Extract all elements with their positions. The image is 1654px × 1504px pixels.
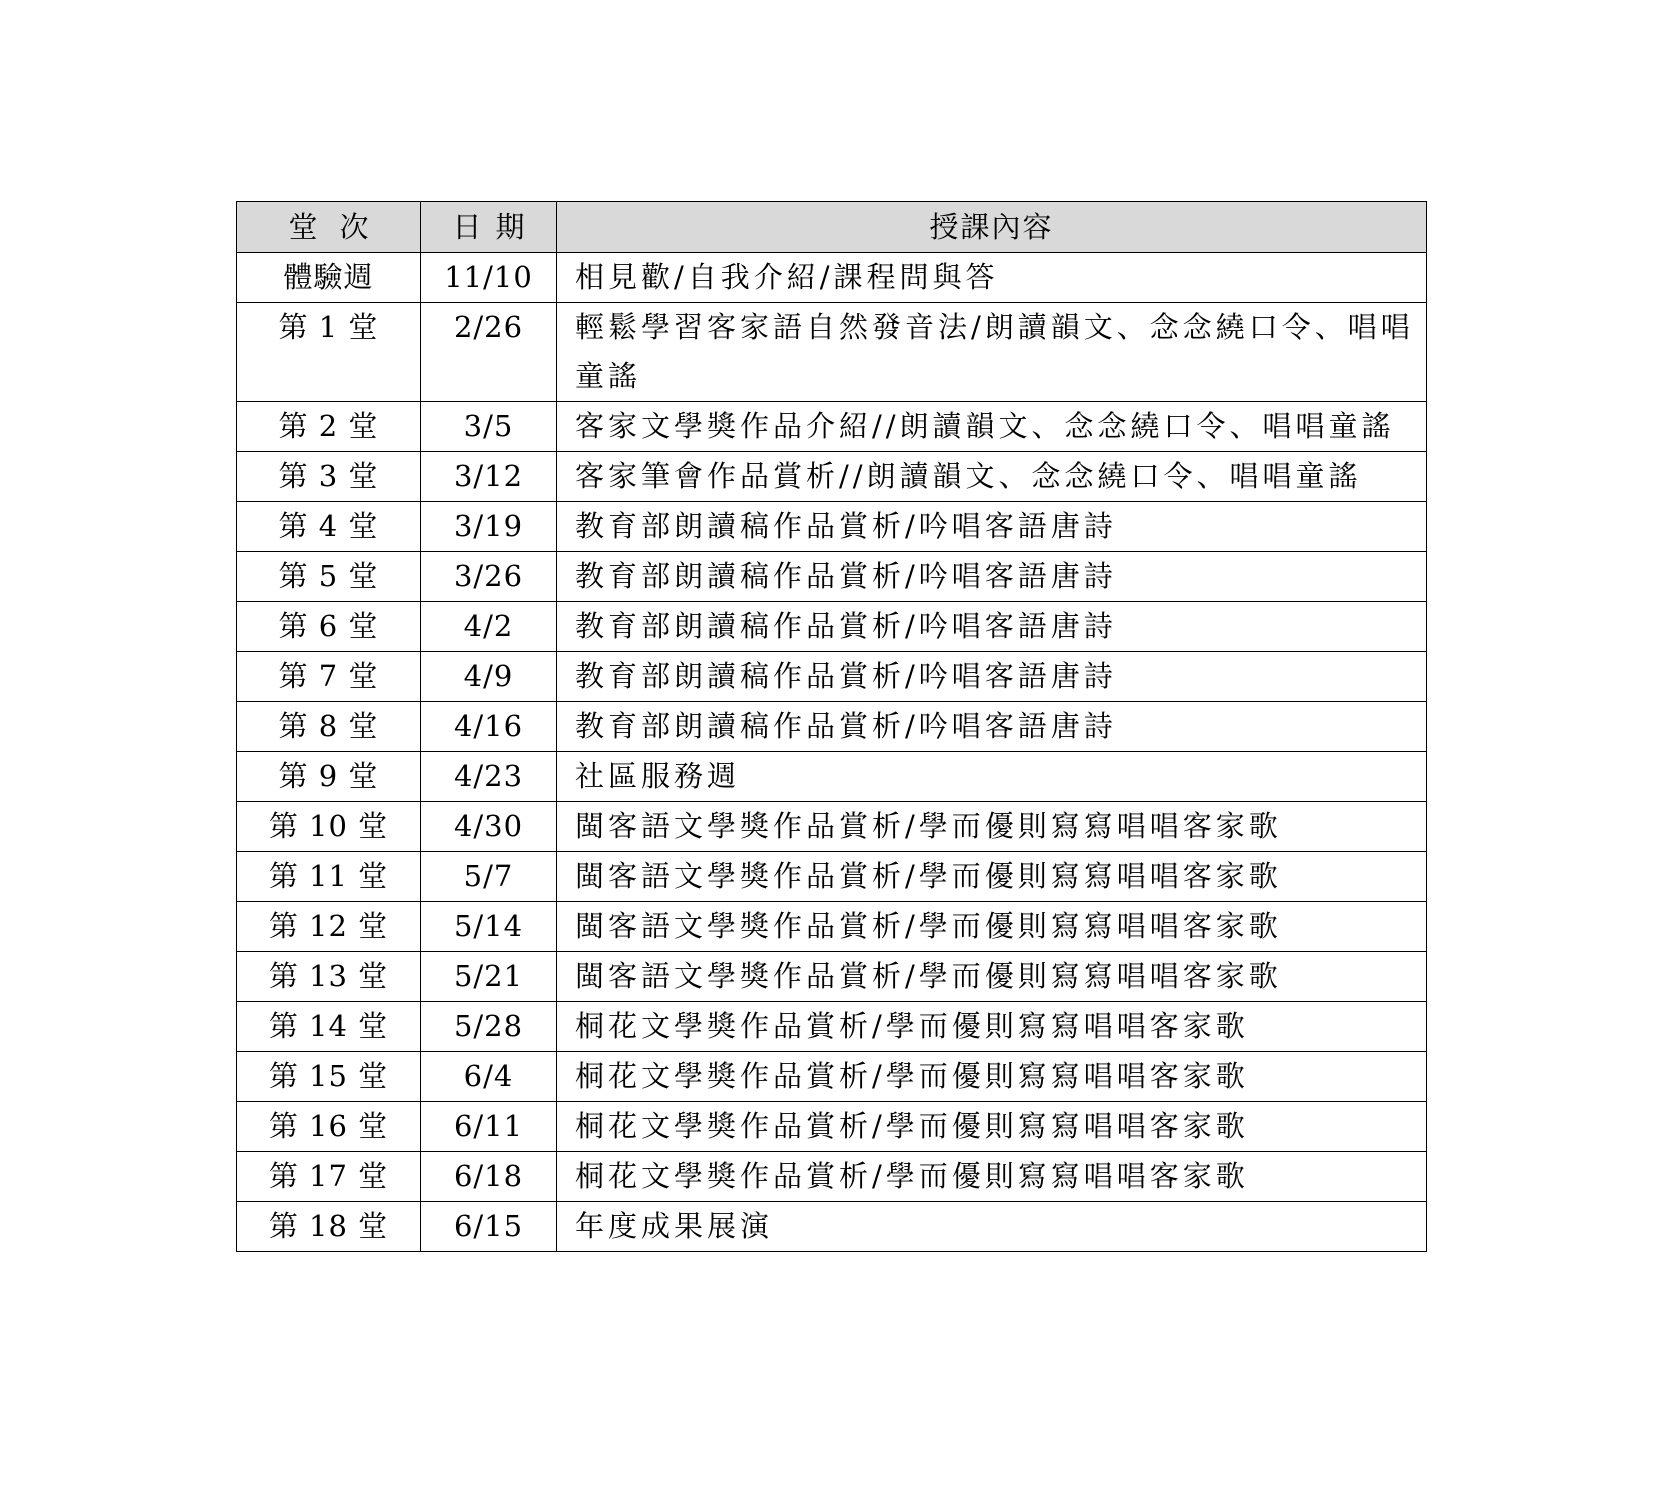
session-cell: 第 7 堂 (237, 652, 421, 702)
content-cell: 教育部朗讀稿作品賞析/吟唱客語唐詩 (557, 552, 1427, 602)
session-cell: 第 2 堂 (237, 402, 421, 452)
session-cell: 第 1 堂 (237, 303, 421, 402)
table-row (237, 253, 1427, 303)
date-cell: 3/19 (421, 502, 557, 552)
date-cell: 4/2 (421, 602, 557, 652)
table-row (237, 802, 1427, 852)
session-cell: 第 16 堂 (237, 1102, 421, 1152)
content-cell: 桐花文學獎作品賞析/學而優則寫寫唱唱客家歌 (557, 1152, 1427, 1202)
course-schedule-table (236, 201, 1427, 1252)
table-row (237, 752, 1427, 802)
session-cell: 第 10 堂 (237, 802, 421, 852)
session-cell: 第 17 堂 (237, 1152, 421, 1202)
session-cell: 第 6 堂 (237, 602, 421, 652)
header-content: 授課內容 (557, 202, 1427, 253)
table-row (237, 1152, 1427, 1202)
session-cell: 第 5 堂 (237, 552, 421, 602)
session-cell: 第 3 堂 (237, 452, 421, 502)
table-row (237, 652, 1427, 702)
date-cell: 4/16 (421, 702, 557, 752)
date-cell: 6/15 (421, 1202, 557, 1252)
content-cell: 客家筆會作品賞析//朗讀韻文、念念繞口令、唱唱童謠 (557, 452, 1427, 502)
content-cell: 社區服務週 (557, 752, 1427, 802)
date-cell: 5/7 (421, 852, 557, 902)
session-cell: 第 11 堂 (237, 852, 421, 902)
date-cell: 6/11 (421, 1102, 557, 1152)
session-cell: 第 9 堂 (237, 752, 421, 802)
content-cell: 閩客語文學獎作品賞析/學而優則寫寫唱唱客家歌 (557, 802, 1427, 852)
content-cell: 閩客語文學獎作品賞析/學而優則寫寫唱唱客家歌 (557, 952, 1427, 1002)
date-cell: 5/14 (421, 902, 557, 952)
table-row (237, 902, 1427, 952)
content-cell: 閩客語文學獎作品賞析/學而優則寫寫唱唱客家歌 (557, 902, 1427, 952)
table-row (237, 1052, 1427, 1102)
date-cell: 5/28 (421, 1002, 557, 1052)
date-cell: 6/4 (421, 1052, 557, 1102)
content-cell: 閩客語文學獎作品賞析/學而優則寫寫唱唱客家歌 (557, 852, 1427, 902)
session-cell: 第 12 堂 (237, 902, 421, 952)
table-row (237, 602, 1427, 652)
table-row (237, 402, 1427, 452)
session-cell: 第 4 堂 (237, 502, 421, 552)
date-cell: 3/5 (421, 402, 557, 452)
table-header (237, 202, 1427, 253)
session-cell: 體驗週 (237, 253, 421, 303)
content-cell: 客家文學獎作品介紹//朗讀韻文、念念繞口令、唱唱童謠 (557, 402, 1427, 452)
content-cell: 桐花文學獎作品賞析/學而優則寫寫唱唱客家歌 (557, 1002, 1427, 1052)
table-row (237, 1202, 1427, 1252)
content-cell: 教育部朗讀稿作品賞析/吟唱客語唐詩 (557, 502, 1427, 552)
session-cell: 第 14 堂 (237, 1002, 421, 1052)
session-cell: 第 18 堂 (237, 1202, 421, 1252)
date-cell: 3/26 (421, 552, 557, 602)
content-cell: 年度成果展演 (557, 1202, 1427, 1252)
content-cell: 相見歡/自我介紹/課程問與答 (557, 253, 1427, 303)
content-cell: 桐花文學獎作品賞析/學而優則寫寫唱唱客家歌 (557, 1102, 1427, 1152)
date-cell: 2/26 (421, 303, 557, 402)
table-body (237, 253, 1427, 1252)
content-cell: 教育部朗讀稿作品賞析/吟唱客語唐詩 (557, 602, 1427, 652)
date-cell: 4/9 (421, 652, 557, 702)
content-cell: 教育部朗讀稿作品賞析/吟唱客語唐詩 (557, 702, 1427, 752)
date-cell: 11/10 (421, 253, 557, 303)
table-row (237, 502, 1427, 552)
table-row (237, 852, 1427, 902)
date-cell: 3/12 (421, 452, 557, 502)
date-cell: 4/30 (421, 802, 557, 852)
header-date: 日期 (421, 202, 557, 253)
content-cell: 教育部朗讀稿作品賞析/吟唱客語唐詩 (557, 652, 1427, 702)
session-cell: 第 8 堂 (237, 702, 421, 752)
content-cell: 輕鬆學習客家語自然發音法/朗讀韻文、念念繞口令、唱唱童謠 (557, 303, 1427, 402)
table-row (237, 552, 1427, 602)
header-session: 堂次 (237, 202, 421, 253)
date-cell: 6/18 (421, 1152, 557, 1202)
session-cell: 第 13 堂 (237, 952, 421, 1002)
date-cell: 4/23 (421, 752, 557, 802)
table-row (237, 1002, 1427, 1052)
table-row (237, 452, 1427, 502)
content-cell: 桐花文學獎作品賞析/學而優則寫寫唱唱客家歌 (557, 1052, 1427, 1102)
table-row (237, 952, 1427, 1002)
date-cell: 5/21 (421, 952, 557, 1002)
table-row (237, 702, 1427, 752)
table-row (237, 303, 1427, 402)
header-row (237, 202, 1427, 253)
table-row (237, 1102, 1427, 1152)
session-cell: 第 15 堂 (237, 1052, 421, 1102)
